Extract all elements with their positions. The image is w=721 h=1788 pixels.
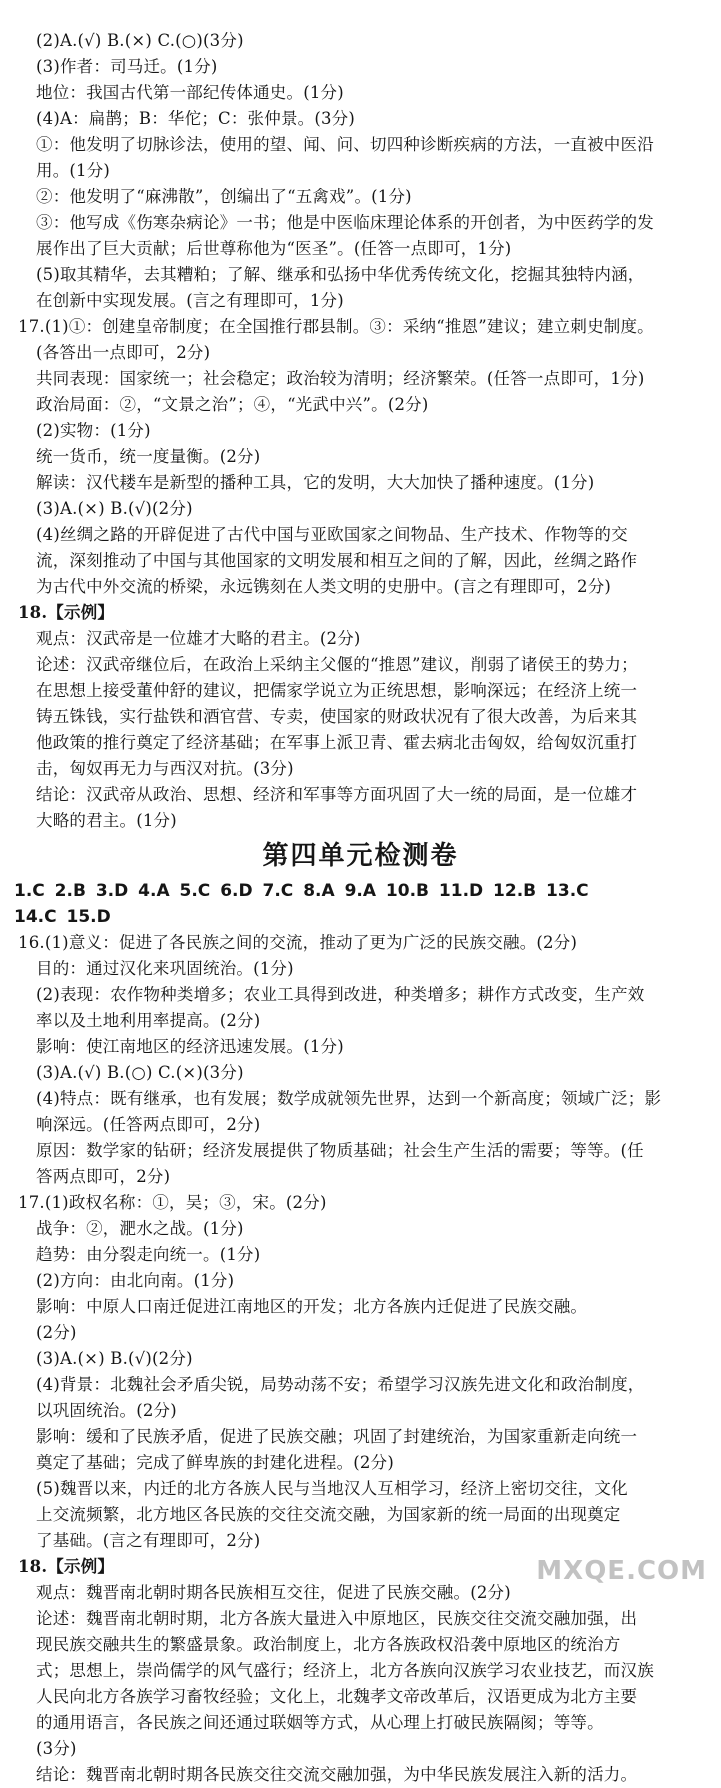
section-bottom-answers (0, 930, 721, 1788)
text-line: 战争：②，淝水之战。(1分) (36, 1219, 244, 1238)
text-line: (3)A.(√) B.(○) C.(×)(3分) (36, 1063, 244, 1082)
text-line: (4)丝绸之路的开辟促进了古代中国与亚欧国家之间物品、生产技术、作物等的交 (36, 525, 628, 544)
text-line: 以巩固统治。(2分) (36, 1401, 177, 1420)
text-line: 答两点即可，2分) (36, 1167, 171, 1186)
text-line: (2)A.(√) B.(×) C.(○)(3分) (36, 31, 244, 50)
watermark-logo: MXQE.COM (536, 1556, 707, 1586)
text-line: 论述：汉武帝继位后，在政治上采纳主父偃的“推恩”建议，削弱了诸侯王的势力； (36, 655, 638, 674)
text-line: (4)背景：北魏社会矛盾尖锐，局势动荡不安；希望学习汉族先进文化和政治制度， (36, 1375, 645, 1394)
text-line: 18.【示例】 (18, 1557, 115, 1576)
text-line: 政治局面：②，“文景之治”；④，“光武中兴”。(2分) (36, 395, 429, 414)
text-line: 用。(1分) (36, 161, 111, 180)
text-line: 他政策的推行奠定了经济基础；在军事上派卫青、霍去病北击匈奴，给匈奴沉重打 (36, 733, 638, 752)
text-line: 人民向北方各族学习畜牧经验；文化上，北魏孝文帝改革后，汉语更成为北方主要 (36, 1687, 638, 1706)
text-line: 结论：汉武帝从政治、思想、经济和军事等方面巩固了大一统的局面，是一位雄才 (36, 785, 638, 804)
text-line: (3)A.(×) B.(√)(2分) (36, 1349, 193, 1368)
text-line: 在思想上接受董仲舒的建议，把儒家学说立为正统思想，影响深远；在经济上统一 (36, 681, 638, 700)
text-line: (各答出一点即可，2分) (36, 343, 211, 362)
text-line: 16.(1)意义：促进了各民族之间的交流，推动了更为广泛的民族交融。(2分) (18, 933, 578, 952)
section-title: 第四单元检测卷 (262, 841, 459, 871)
text-line: 了基础。(言之有理即可，2分) (36, 1531, 261, 1550)
text-line: 统一货币，统一度量衡。(2分) (36, 447, 261, 466)
text-line: 现民族交融共生的繁盛景象。政治制度上，北方各族政权沿袭中原地区的统治方 (36, 1635, 621, 1654)
multiple-choice-answers-line-2: 14.C 15.D (14, 907, 111, 927)
text-line: 展作出了巨大贡献；后世尊称他为“医圣”。(任答一点即可，1分) (36, 239, 512, 258)
text-line: (5)取其精华，去其糟粕；了解、继承和弘扬中华优秀传统文化，挖掘其独特内涵， (36, 265, 645, 284)
text-line: ③：他写成《伤寒杂病论》一书；他是中医临床理论体系的开创者，为中医药学的发 (36, 213, 654, 232)
text-line: (2)表现：农作物种类增多；农业工具得到改进，种类增多；耕作方式改变，生产效 (36, 985, 645, 1004)
text-line: 共同表现：国家统一；社会稳定；政治较为清明；经济繁荣。(任答一点即可，1分) (36, 369, 645, 388)
text-line: (5)魏晋以来，内迁的北方各族人民与当地汉人互相学习，经济上密切交往，文化 (36, 1479, 628, 1498)
text-line: 上交流频繁，北方地区各民族的交往交流交融，为国家新的统一局面的出现奠定 (36, 1505, 621, 1524)
text-line: 响深远。(任答两点即可，2分) (36, 1115, 261, 1134)
text-line: (3)A.(×) B.(√)(2分) (36, 499, 193, 518)
text-line: (2分) (36, 1323, 77, 1342)
text-line: 在创新中实现发展。(言之有理即可，1分) (36, 291, 344, 310)
text-line: 奠定了基础；完成了鲜卑族的封建化进程。(2分) (36, 1453, 394, 1472)
text-line: 原因：数学家的钻研；经济发展提供了物质基础；社会生产生活的需要；等等。(任 (36, 1141, 644, 1160)
text-line: 影响：使江南地区的经济迅速发展。(1分) (36, 1037, 344, 1056)
text-line: 观点：魏晋南北朝时期各民族相互交往，促进了民族交融。(2分) (36, 1583, 511, 1602)
text-line: 结论：魏晋南北朝时期各民族交往交流交融加强，为中华民族发展注入新的活力。 (36, 1765, 638, 1784)
text-line: 观点：汉武帝是一位雄才大略的君主。(2分) (36, 629, 361, 648)
text-line: 影响：缓和了民族矛盾，促进了民族交融；巩固了封建统治，为国家重新走向统一 (36, 1427, 638, 1446)
text-line: 论述：魏晋南北朝时期，北方各族大量进入中原地区，民族交往交流交融加强，出 (36, 1609, 638, 1628)
text-line: 铸五铢钱，实行盐铁和酒官营、专卖，使国家的财政状况有了很大改善，为后来其 (36, 707, 638, 726)
text-line: (2)实物：(1分) (36, 421, 151, 440)
text-line: 流，深刻推动了中国与其他国家的文明发展和相互之间的了解，因此，丝绸之路作 (36, 551, 638, 570)
text-line: 17.(1)政权名称：①，吴；③，宋。(2分) (18, 1193, 327, 1212)
text-line: (2)方向：由北向南。(1分) (36, 1271, 235, 1290)
answer-key-page (0, 28, 721, 1788)
text-line: 为古代中外交流的桥梁，永远镌刻在人类文明的史册中。(言之有理即可，2分) (36, 577, 612, 596)
text-line: 击，匈奴再无力与西汉对抗。(3分) (36, 759, 294, 778)
text-line: (4)A：扁鹊；B：华佗；C：张仲景。(3分) (36, 109, 356, 128)
text-line: 地位：我国古代第一部纪传体通史。(1分) (36, 83, 344, 102)
text-line: 的通用语言，各民族之间还通过联姻等方式，从心理上打破民族隔阂；等等。 (36, 1713, 604, 1732)
text-line: 17.(1)①：创建皇帝制度；在全国推行郡县制。③：采纳“推恩”建议；建立刺史制度。 (18, 317, 654, 336)
text-line: 解读：汉代耧车是新型的播种工具，它的发明，大大加快了播种速度。(1分) (36, 473, 595, 492)
text-line: 18.【示例】 (18, 603, 115, 622)
text-line: 影响：中原人口南迁促进江南地区的开发；北方各族内迁促进了民族交融。 (36, 1297, 588, 1316)
text-line: 趋势：由分裂走向统一。(1分) (36, 1245, 261, 1264)
text-line: (3分) (36, 1739, 77, 1758)
multiple-choice-answers-line-1: 1.C 2.B 3.D 4.A 5.C 6.D 7.C 8.A 9.A 10.B 11.D 12.B 13.C (14, 881, 589, 901)
text-line: 式；思想上，崇尚儒学的风气盛行；经济上，北方各族向汉族学习农业技艺，而汉族 (36, 1661, 654, 1680)
text-line: ①：他发明了切脉诊法，使用的望、闻、问、切四种诊断疾病的方法，一直被中医沿 (36, 135, 654, 154)
section-top-answers (0, 28, 721, 834)
text-line: ②：他发明了“麻沸散”，创编出了“五禽戏”。(1分) (36, 187, 412, 206)
text-line: (3)作者：司马迁。(1分) (36, 57, 218, 76)
text-line: 率以及土地利用率提高。(2分) (36, 1011, 261, 1030)
text-line: (4)特点：既有继承，也有发展；数学成就领先世界，达到一个新高度；领域广泛；影 (36, 1089, 662, 1108)
text-line: 目的：通过汉化来巩固统治。(1分) (36, 959, 294, 978)
text-line: 大略的君主。(1分) (36, 811, 177, 830)
